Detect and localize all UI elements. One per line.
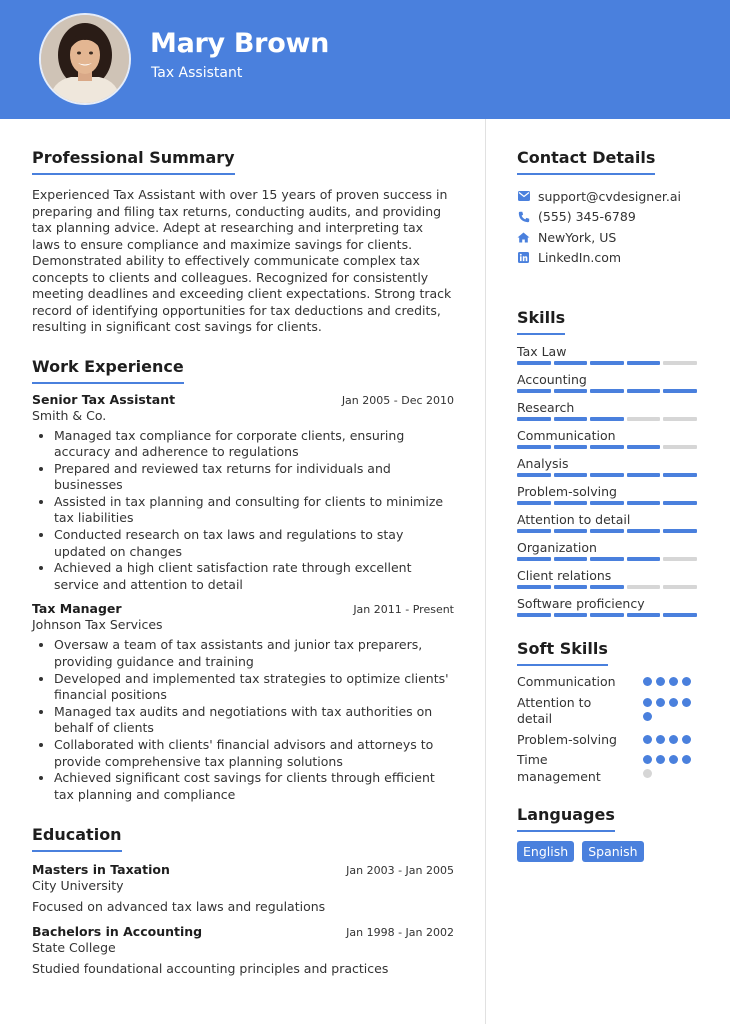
rating-dot: [656, 677, 665, 686]
skill-level-bar: [517, 473, 697, 477]
bullet: • Assisted in tax planning and consulting for clients to minimize tax liabilities: [54, 494, 454, 527]
rating-dot: [682, 698, 691, 707]
language-tag: English: [517, 841, 574, 862]
contact-email[interactable]: support@cvdesigner.ai: [517, 186, 702, 207]
rating-dot: [643, 677, 652, 686]
bullet: • Achieved a high client satisfaction rate through excellent service and attention to detail: [54, 560, 454, 593]
bullet: • Managed tax audits and negotiations with tax authorities on behalf of clients: [54, 704, 454, 737]
bullet: • Achieved significant cost savings for clients through efficient tax planning and compliance: [54, 770, 454, 803]
avatar: [41, 15, 129, 103]
bullet: • Oversaw a team of tax assistants and junior tax preparers, providing guidance and training: [54, 637, 454, 670]
skill-level-segment: [590, 585, 624, 589]
skill-level-segment: [554, 585, 588, 589]
bullet: • Developed and implemented tax strategies to optimize clients' financial positions: [54, 671, 454, 704]
linkedin-icon: [517, 251, 530, 264]
education-description: Focused on advanced tax laws and regulations: [32, 899, 326, 915]
skill-level-segment: [627, 417, 661, 421]
section-title: Contact Details: [517, 148, 655, 175]
skill-level-segment: [663, 389, 697, 393]
skill-name: Tax Law: [517, 344, 567, 359]
contact-phone[interactable]: (555) 345-6789: [517, 207, 702, 228]
skill-level-segment: [627, 445, 661, 449]
skill-level-segment: [663, 361, 697, 365]
skill-level-bar: [517, 529, 697, 533]
skill-item: [517, 595, 702, 617]
skill-level-segment: [663, 585, 697, 589]
skill-name: Attention to detail: [517, 512, 631, 527]
skill-level-segment: [590, 389, 624, 393]
skill-level-segment: [590, 613, 624, 617]
skill-item: [517, 427, 702, 449]
bullet: • Collaborated with clients' financial advisors and attorneys to provide comprehensive tax planning solutions: [54, 737, 454, 770]
skill-level-segment: [627, 529, 661, 533]
section-title: Education: [32, 825, 122, 852]
degree: Bachelors in Accounting: [32, 924, 203, 940]
skill-level-bar: [517, 389, 697, 393]
skill-level-segment: [517, 389, 551, 393]
skill-level-bar: [517, 585, 697, 589]
skill-level-segment: [590, 361, 624, 365]
school: City University: [32, 878, 124, 894]
skill-level-segment: [627, 585, 661, 589]
soft-skill-name: Communication: [517, 674, 616, 689]
skill-level-segment: [554, 501, 588, 505]
school: State College: [32, 940, 116, 956]
skill-level-bar: [517, 501, 697, 505]
skill-level-segment: [517, 529, 551, 533]
education-description: Studied foundational accounting principles and practices: [32, 961, 389, 977]
skills-section: [517, 308, 702, 617]
skill-name: Problem-solving: [517, 484, 617, 499]
languages-section: [517, 805, 702, 862]
rating-dot: [669, 735, 678, 744]
rating-dot: [643, 698, 652, 707]
job-entry: [32, 392, 454, 594]
job-bullets: [32, 428, 454, 594]
skill-level-segment: [554, 473, 588, 477]
education-entry: [32, 862, 454, 914]
skill-item: [517, 371, 702, 393]
skill-name: Analysis: [517, 456, 569, 471]
skill-name: Software proficiency: [517, 596, 645, 611]
soft-skills-section: [517, 639, 702, 785]
rating-dot: [643, 755, 652, 764]
skill-level-segment: [663, 445, 697, 449]
candidate-role: Tax Assistant: [151, 65, 243, 81]
rating-dot: [682, 735, 691, 744]
skill-level-segment: [663, 473, 697, 477]
header: [0, 0, 730, 119]
soft-skill-item: [517, 752, 702, 785]
work-section: [32, 357, 454, 804]
side-column: [517, 148, 702, 862]
soft-skill-rating: [643, 677, 702, 686]
skill-level-segment: [590, 445, 624, 449]
skill-level-bar: [517, 417, 697, 421]
skill-name: Communication: [517, 428, 616, 443]
skill-level-bar: [517, 361, 697, 365]
soft-skill-item: [517, 732, 702, 749]
rating-dot: [643, 712, 652, 721]
skill-level-segment: [517, 445, 551, 449]
job-company: Johnson Tax Services: [32, 617, 163, 633]
email-icon: [517, 190, 530, 203]
job-title: Tax Manager: [32, 601, 122, 617]
section-title: Skills: [517, 308, 565, 335]
skill-name: Research: [517, 400, 575, 415]
soft-skill-rating: [643, 755, 702, 778]
skill-level-segment: [590, 473, 624, 477]
soft-skill-name: Problem-solving: [517, 731, 617, 747]
section-title: Work Experience: [32, 357, 184, 384]
skill-item: [517, 483, 702, 505]
skill-level-segment: [517, 585, 551, 589]
skill-level-segment: [663, 613, 697, 617]
rating-dot: [656, 755, 665, 764]
bullet: • Managed tax compliance for corporate clients, ensuring accuracy and adherence to regulations: [54, 428, 454, 461]
skill-level-bar: [517, 557, 697, 561]
skill-level-segment: [554, 529, 588, 533]
skill-item: [517, 343, 702, 365]
soft-skill-rating: [643, 735, 702, 744]
skill-name: Accounting: [517, 372, 587, 387]
candidate-name: Mary Brown: [150, 28, 330, 59]
skill-level-bar: [517, 613, 697, 617]
soft-skill-rating: [643, 698, 702, 721]
soft-skill-item: [517, 674, 702, 691]
section-title: Languages: [517, 805, 615, 832]
rating-dot: [643, 735, 652, 744]
job-entry: [32, 601, 454, 803]
job-date: Jan 2005 - Dec 2010: [341, 393, 454, 407]
skill-level-segment: [554, 613, 588, 617]
contact-section: [517, 148, 702, 268]
main-column: [32, 148, 454, 976]
job-date: Jan 2011 - Present: [353, 603, 454, 617]
skill-item: [517, 511, 702, 533]
skill-name: Client relations: [517, 568, 612, 583]
home-icon: [517, 231, 530, 244]
skill-level-segment: [590, 529, 624, 533]
summary-section: [32, 148, 454, 336]
skill-item: [517, 455, 702, 477]
summary-text: Experienced Tax Assistant with over 15 years of proven success in preparing and filing tax returns, conducting audits, and providing tax planning advice. Adept at researching and interpreting tax laws to ensure compliance and maximize savings for clients. Demonstrated ability to effectively communicate complex tax concepts to clients and colleagues. Recognized for consistently meeting deadlines and exceeding client expectations. Strong track record of identifying opportunities for tax deductions and credits, resulting in significant cost savings for clients.: [32, 187, 452, 334]
rating-dot: [669, 698, 678, 707]
skill-item: [517, 399, 702, 421]
skill-level-segment: [517, 557, 551, 561]
skill-level-segment: [663, 501, 697, 505]
skill-level-segment: [517, 613, 551, 617]
job-company: Smith & Co.: [32, 407, 107, 423]
skill-item: [517, 539, 702, 561]
skill-level-segment: [554, 557, 588, 561]
skill-level-segment: [517, 501, 551, 505]
phone-icon: [517, 210, 530, 223]
skill-level-segment: [517, 473, 551, 477]
job-bullets: [32, 637, 454, 803]
education-date: Jan 1998 - Jan 2002: [346, 926, 454, 940]
skill-level-segment: [590, 501, 624, 505]
skill-level-segment: [517, 417, 551, 421]
skill-level-segment: [554, 361, 588, 365]
skill-level-segment: [627, 361, 661, 365]
skill-level-segment: [554, 417, 588, 421]
skill-level-segment: [627, 473, 661, 477]
skill-name: Organization: [517, 540, 597, 555]
language-tag: Spanish: [582, 841, 643, 862]
section-title: Soft Skills: [517, 639, 608, 666]
rating-dot: [682, 677, 691, 686]
soft-skill-item: [517, 695, 702, 728]
skill-level-segment: [590, 557, 624, 561]
rating-dot: [656, 735, 665, 744]
education-entry: [32, 924, 454, 976]
skill-level-segment: [627, 389, 661, 393]
bullet: • Prepared and reviewed tax returns for individuals and businesses: [54, 461, 454, 494]
soft-skill-name: Time management: [517, 752, 601, 784]
skill-level-segment: [627, 501, 661, 505]
job-title: Senior Tax Assistant: [32, 391, 176, 407]
skill-item: [517, 567, 702, 589]
soft-skill-name: Attention to detail: [517, 694, 592, 726]
bullet: • Conducted research on tax laws and regulations to stay updated on changes: [54, 527, 454, 560]
skill-level-segment: [663, 529, 697, 533]
education-section: [32, 825, 454, 976]
profile-photo: [41, 15, 129, 103]
rating-dot: [643, 769, 652, 778]
rating-dot: [669, 677, 678, 686]
contact-location: NewYork, US: [517, 227, 702, 248]
skill-level-segment: [663, 557, 697, 561]
column-divider: [485, 119, 486, 1024]
skill-level-segment: [554, 445, 588, 449]
section-title: Professional Summary: [32, 148, 235, 175]
skill-level-segment: [590, 417, 624, 421]
skill-level-segment: [627, 557, 661, 561]
contact-linkedin[interactable]: LinkedIn.com: [517, 248, 702, 269]
rating-dot: [682, 755, 691, 764]
skill-level-segment: [663, 417, 697, 421]
skill-level-bar: [517, 445, 697, 449]
skill-level-segment: [517, 361, 551, 365]
skill-level-segment: [554, 389, 588, 393]
skill-level-segment: [627, 613, 661, 617]
degree: Masters in Taxation: [32, 862, 170, 878]
rating-dot: [656, 698, 665, 707]
education-date: Jan 2003 - Jan 2005: [346, 864, 454, 878]
rating-dot: [669, 755, 678, 764]
